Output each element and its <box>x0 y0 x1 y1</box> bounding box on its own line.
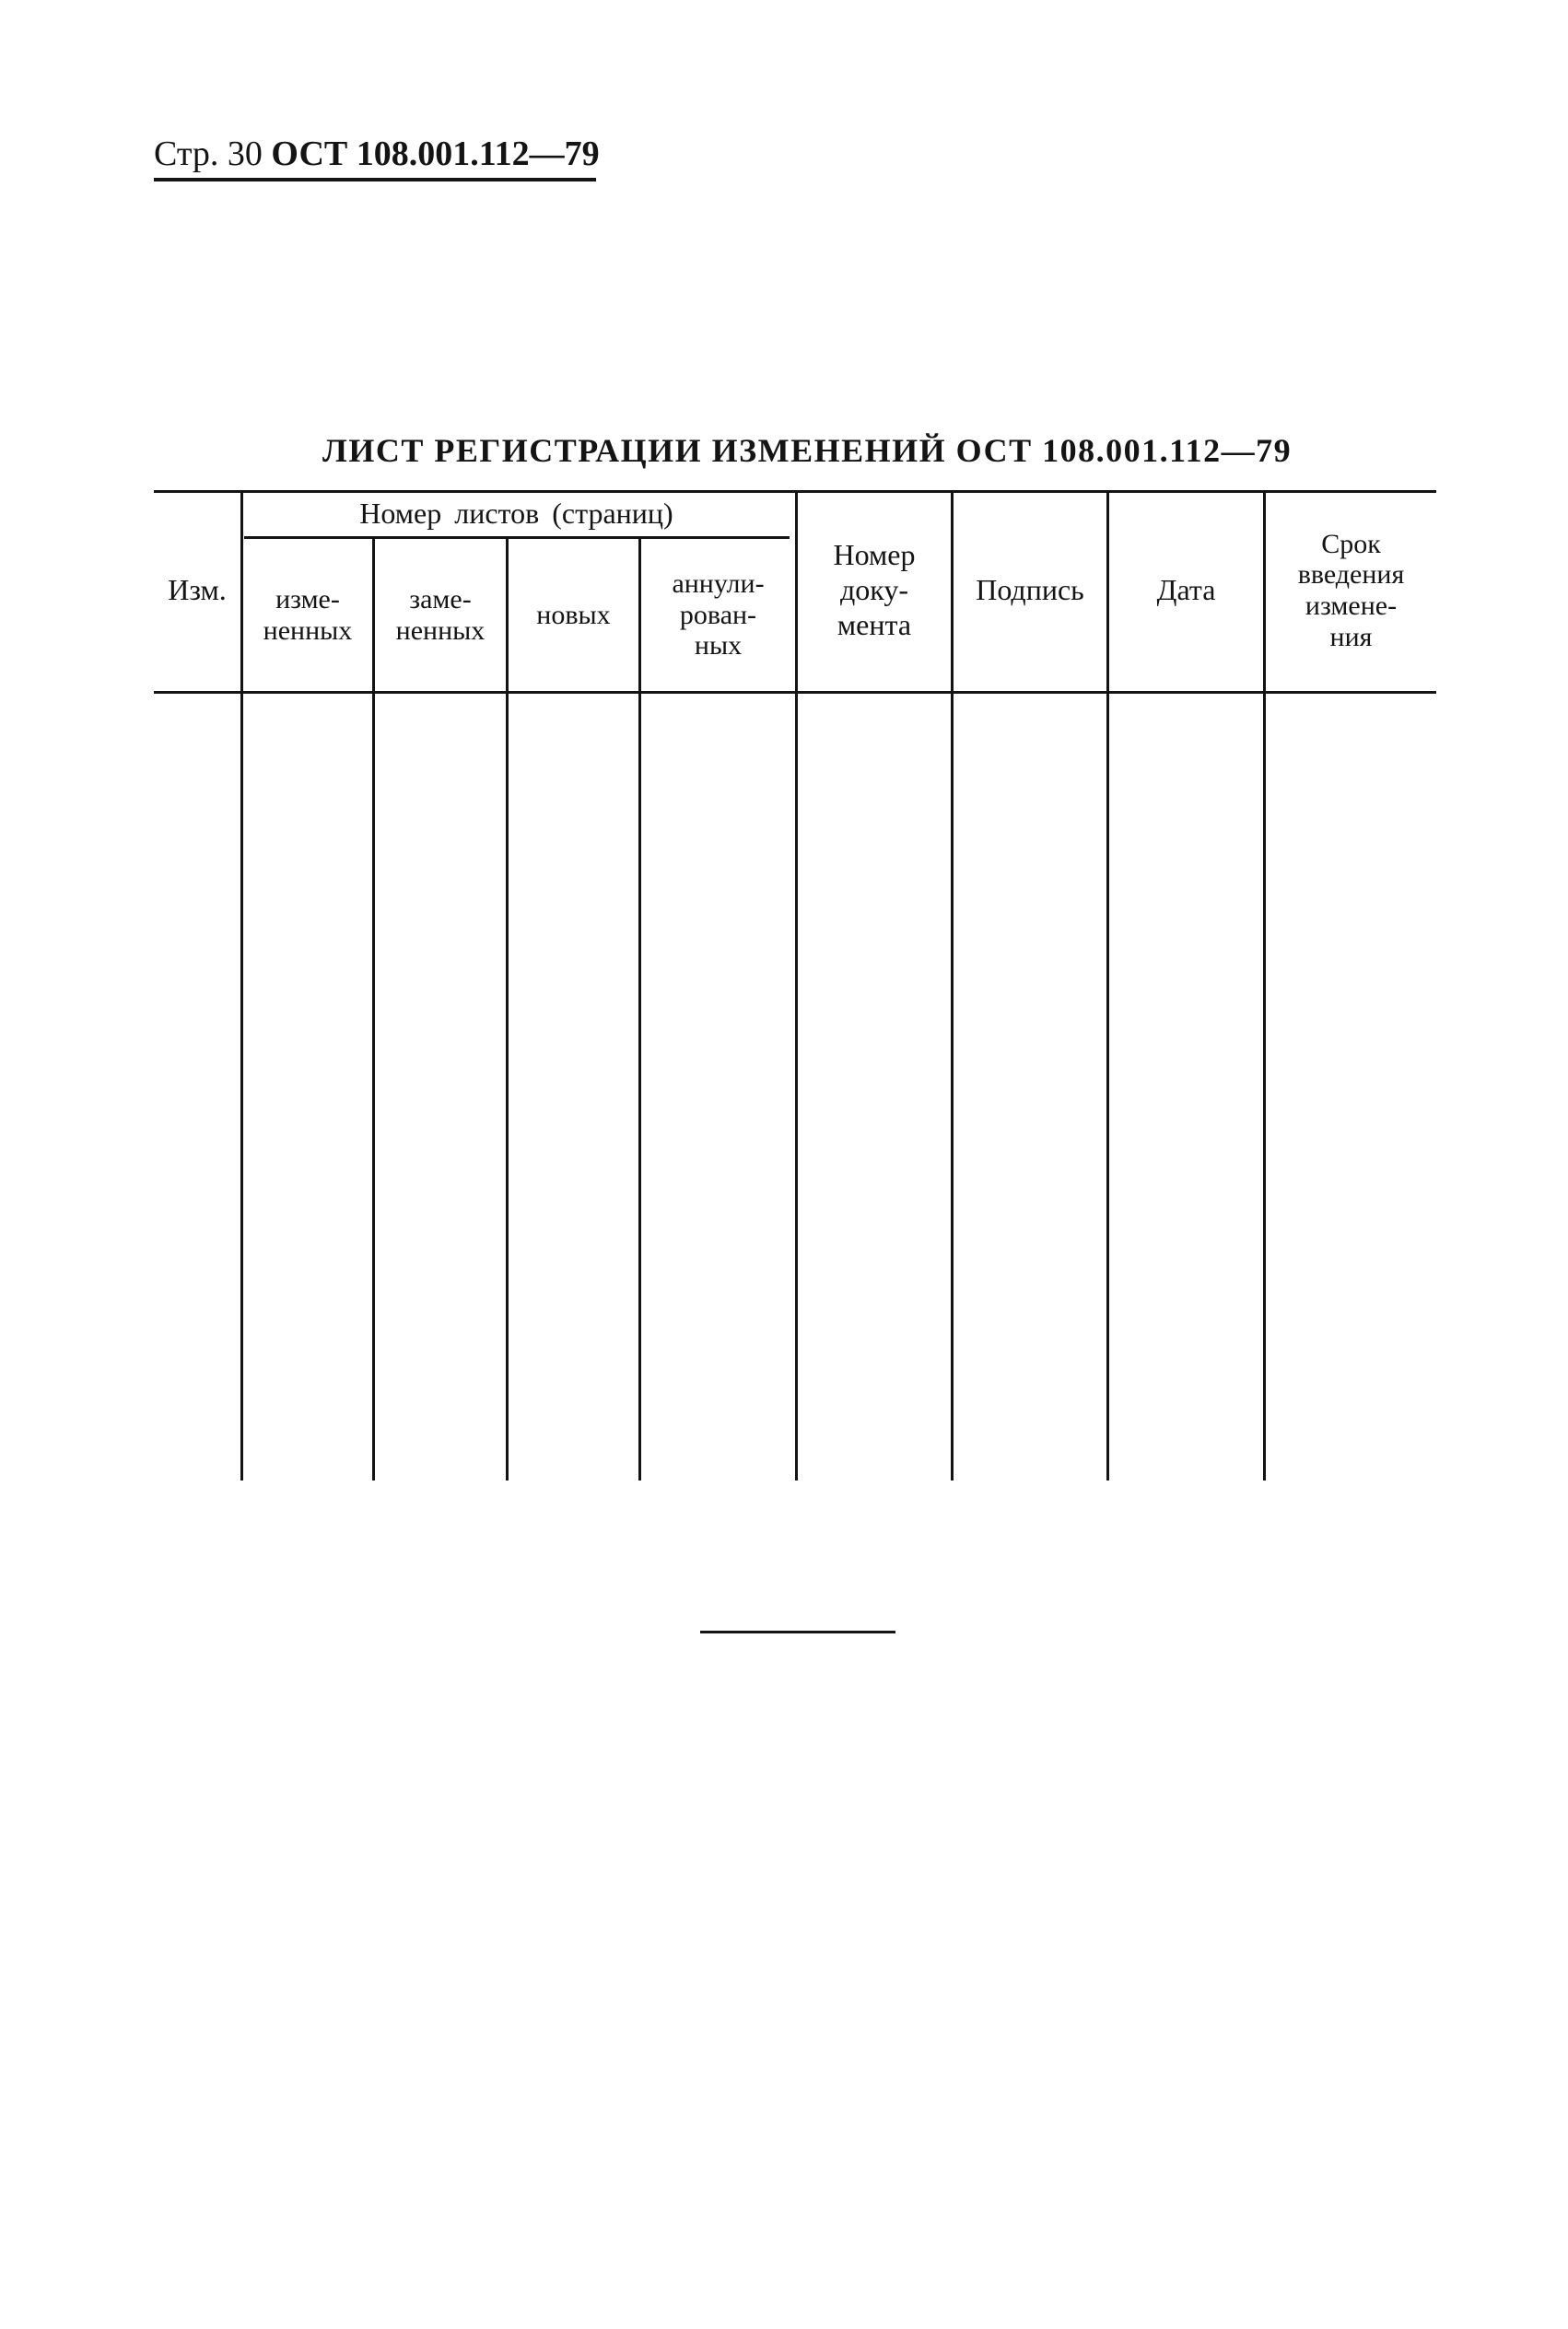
page-number: Стр. 30 <box>154 135 263 173</box>
document-title: ЛИСТ РЕГИСТРАЦИИ ИЗМЕНЕНИЙ ОСТ 108.001.112—79 <box>322 432 1293 469</box>
page-header <box>154 136 600 171</box>
column-header-sheet-numbers: Номер листов (страниц) <box>359 497 673 531</box>
column-header-change: Изм. <box>168 573 227 607</box>
column-header-replaced: заме- ненных <box>395 583 486 646</box>
column-header-date: Дата <box>1156 573 1216 607</box>
column-header-effective-date: Срок введения измене- ния <box>1297 528 1405 652</box>
column-header-new: новых <box>536 599 611 630</box>
standard-number: ОСТ 108.001.112—79 <box>271 135 600 173</box>
column-header-signature: Подпись <box>976 573 1084 607</box>
header-underline <box>154 178 596 181</box>
table-body-empty <box>154 694 1436 1480</box>
column-header-annulled: аннули- рован- ных <box>672 568 765 661</box>
change-registration-table <box>154 490 1436 1480</box>
end-of-page-rule <box>700 1631 895 1633</box>
column-header-document-number: Номер доку- мента <box>833 538 916 641</box>
column-header-changed: изме- ненных <box>263 583 353 646</box>
